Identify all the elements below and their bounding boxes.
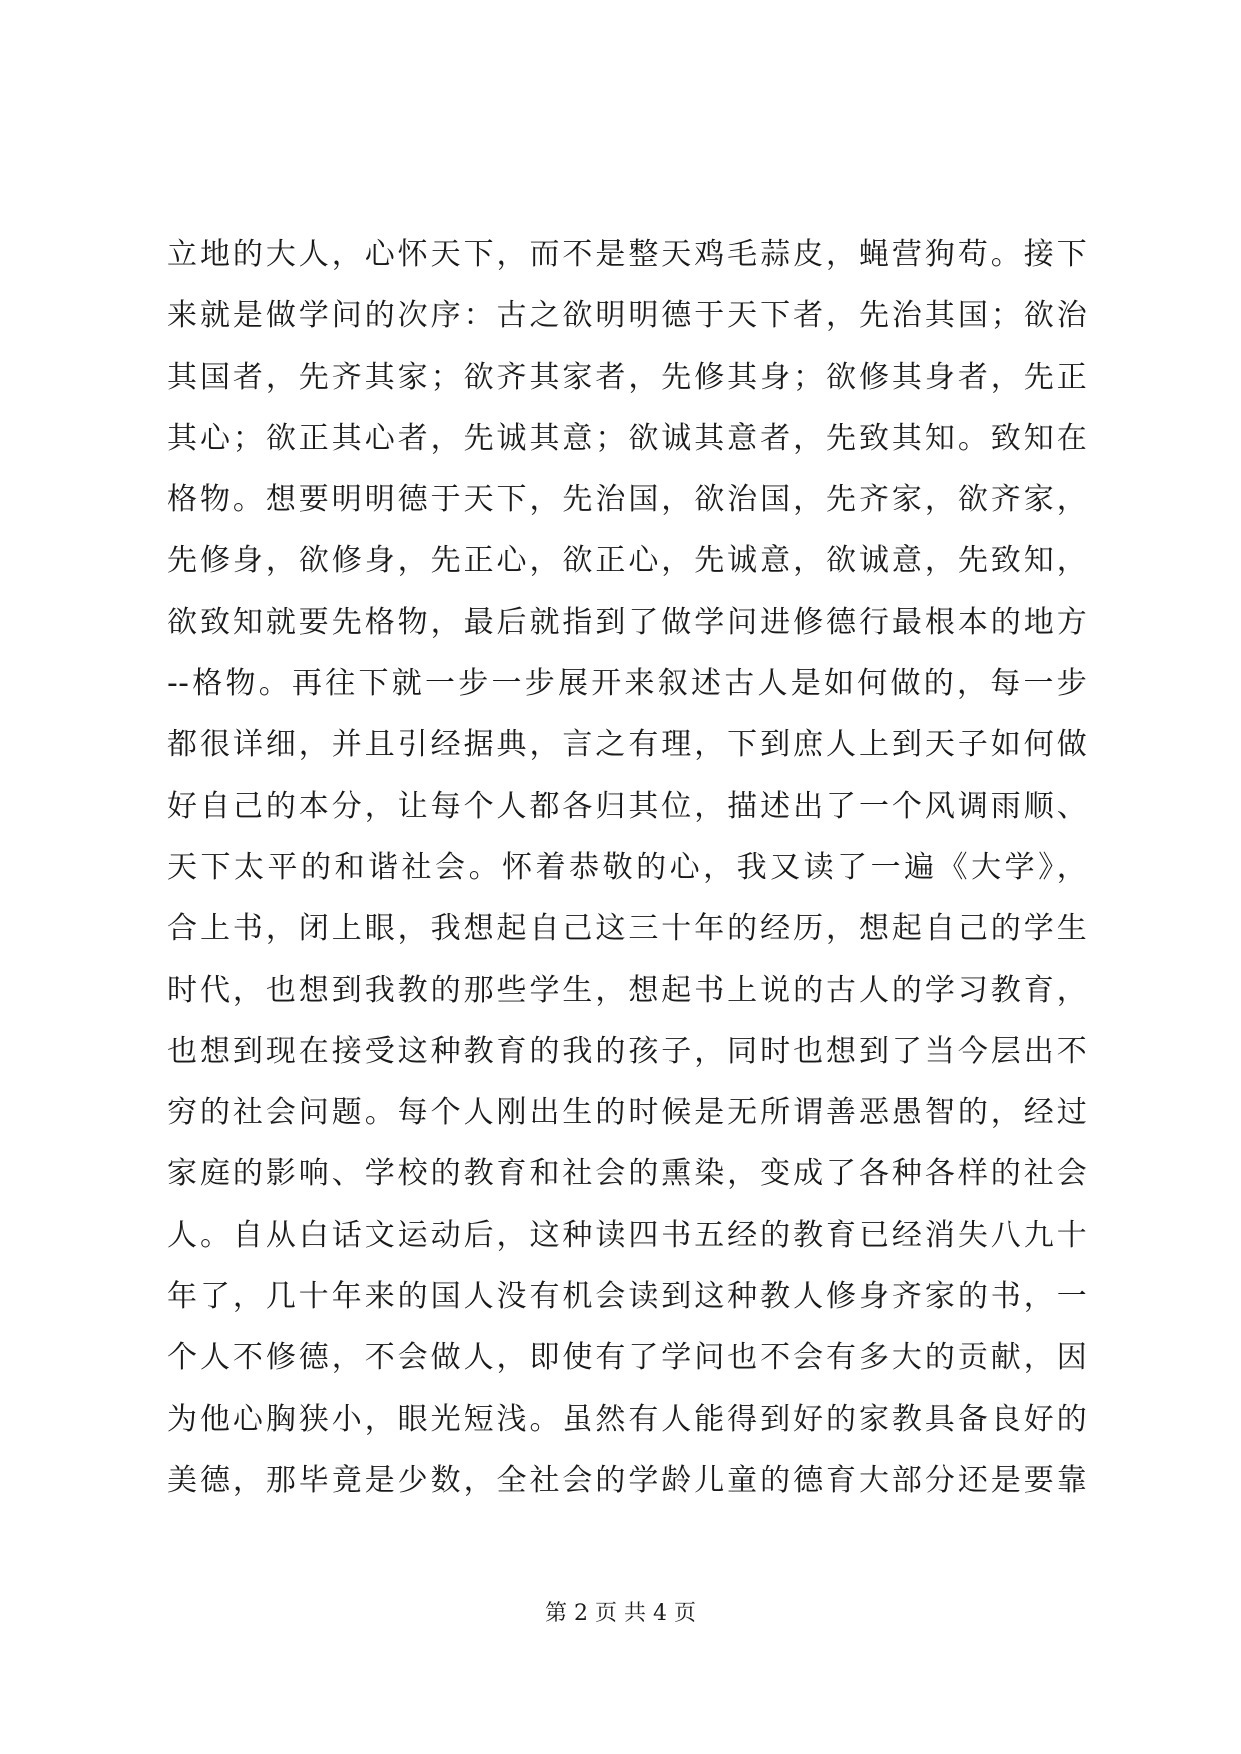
text-line-9: 都很详细，并且引经据典，言之有理，下到庶人上到天子如何做 [167,727,1087,763]
text-line-18: 年了，几十年来的国人没有机会读到这种教人修身齐家的书，一 [167,1279,1087,1315]
text-line-5: 格物。想要明明德于天下，先治国，欲治国，先齐家，欲齐家， [167,482,1087,518]
text-line-6: 先修身，欲修身，先正心，欲正心，先诚意，欲诚意，先致知， [167,543,1087,579]
text-line-10: 好自己的本分，让每个人都各归其位，描述出了一个风调雨顺、 [167,788,1087,824]
text-line-2: 来就是做学问的次序：古之欲明明德于天下者，先治其国；欲治 [167,298,1087,334]
text-line-21: 美德，那毕竟是少数，全社会的学龄儿童的德育大部分还是要靠 [167,1462,1087,1498]
text-line-1: 立地的大人，心怀天下，而不是整天鸡毛蒜皮，蝇营狗苟。接下 [167,237,1087,272]
text-line-8: --格物。再往下就一步一步展开来叙述古人是如何做的，每一步 [167,666,1087,702]
text-line-16: 家庭的影响、学校的教育和社会的熏染，变成了各种各样的社会 [167,1156,1087,1192]
text-line-12: 合上书，闭上眼，我想起自己这三十年的经历，想起自己的学生 [167,911,1087,947]
text-line-11: 天下太平的和谐社会。怀着恭敬的心，我又读了一遍《大学》， [167,849,1087,885]
text-line-14: 也想到现在接受这种教育的我的孩子，同时也想到了当今层出不 [167,1033,1087,1069]
text-line-20: 为他心胸狭小，眼光短浅。虽然有人能得到好的家教具备良好的 [167,1401,1087,1437]
text-line-7: 欲致知就要先格物，最后就指到了做学问进修德行最根本的地方 [167,604,1087,640]
text-line-19: 个人不修德，不会做人，即使有了学问也不会有多大的贡献，因 [167,1340,1087,1376]
text-line-3: 其国者，先齐其家；欲齐其家者，先修其身；欲修其身者，先正 [167,359,1087,395]
page-number-footer: 第 2 页 共 4 页 [545,1601,696,1626]
text-line-17: 人。自从白话文运动后，这种读四书五经的教育已经消失八九十 [167,1217,1087,1253]
text-line-4: 其心；欲正其心者，先诚其意；欲诚其意者，先致其知。致知在 [167,420,1087,456]
body-text [167,224,1087,1511]
text-line-13: 时代，也想到我教的那些学生，想起书上说的古人的学习教育， [167,972,1087,1008]
text-line-15: 穷的社会问题。每个人刚出生的时候是无所谓善恶愚智的，经过 [167,1095,1087,1131]
